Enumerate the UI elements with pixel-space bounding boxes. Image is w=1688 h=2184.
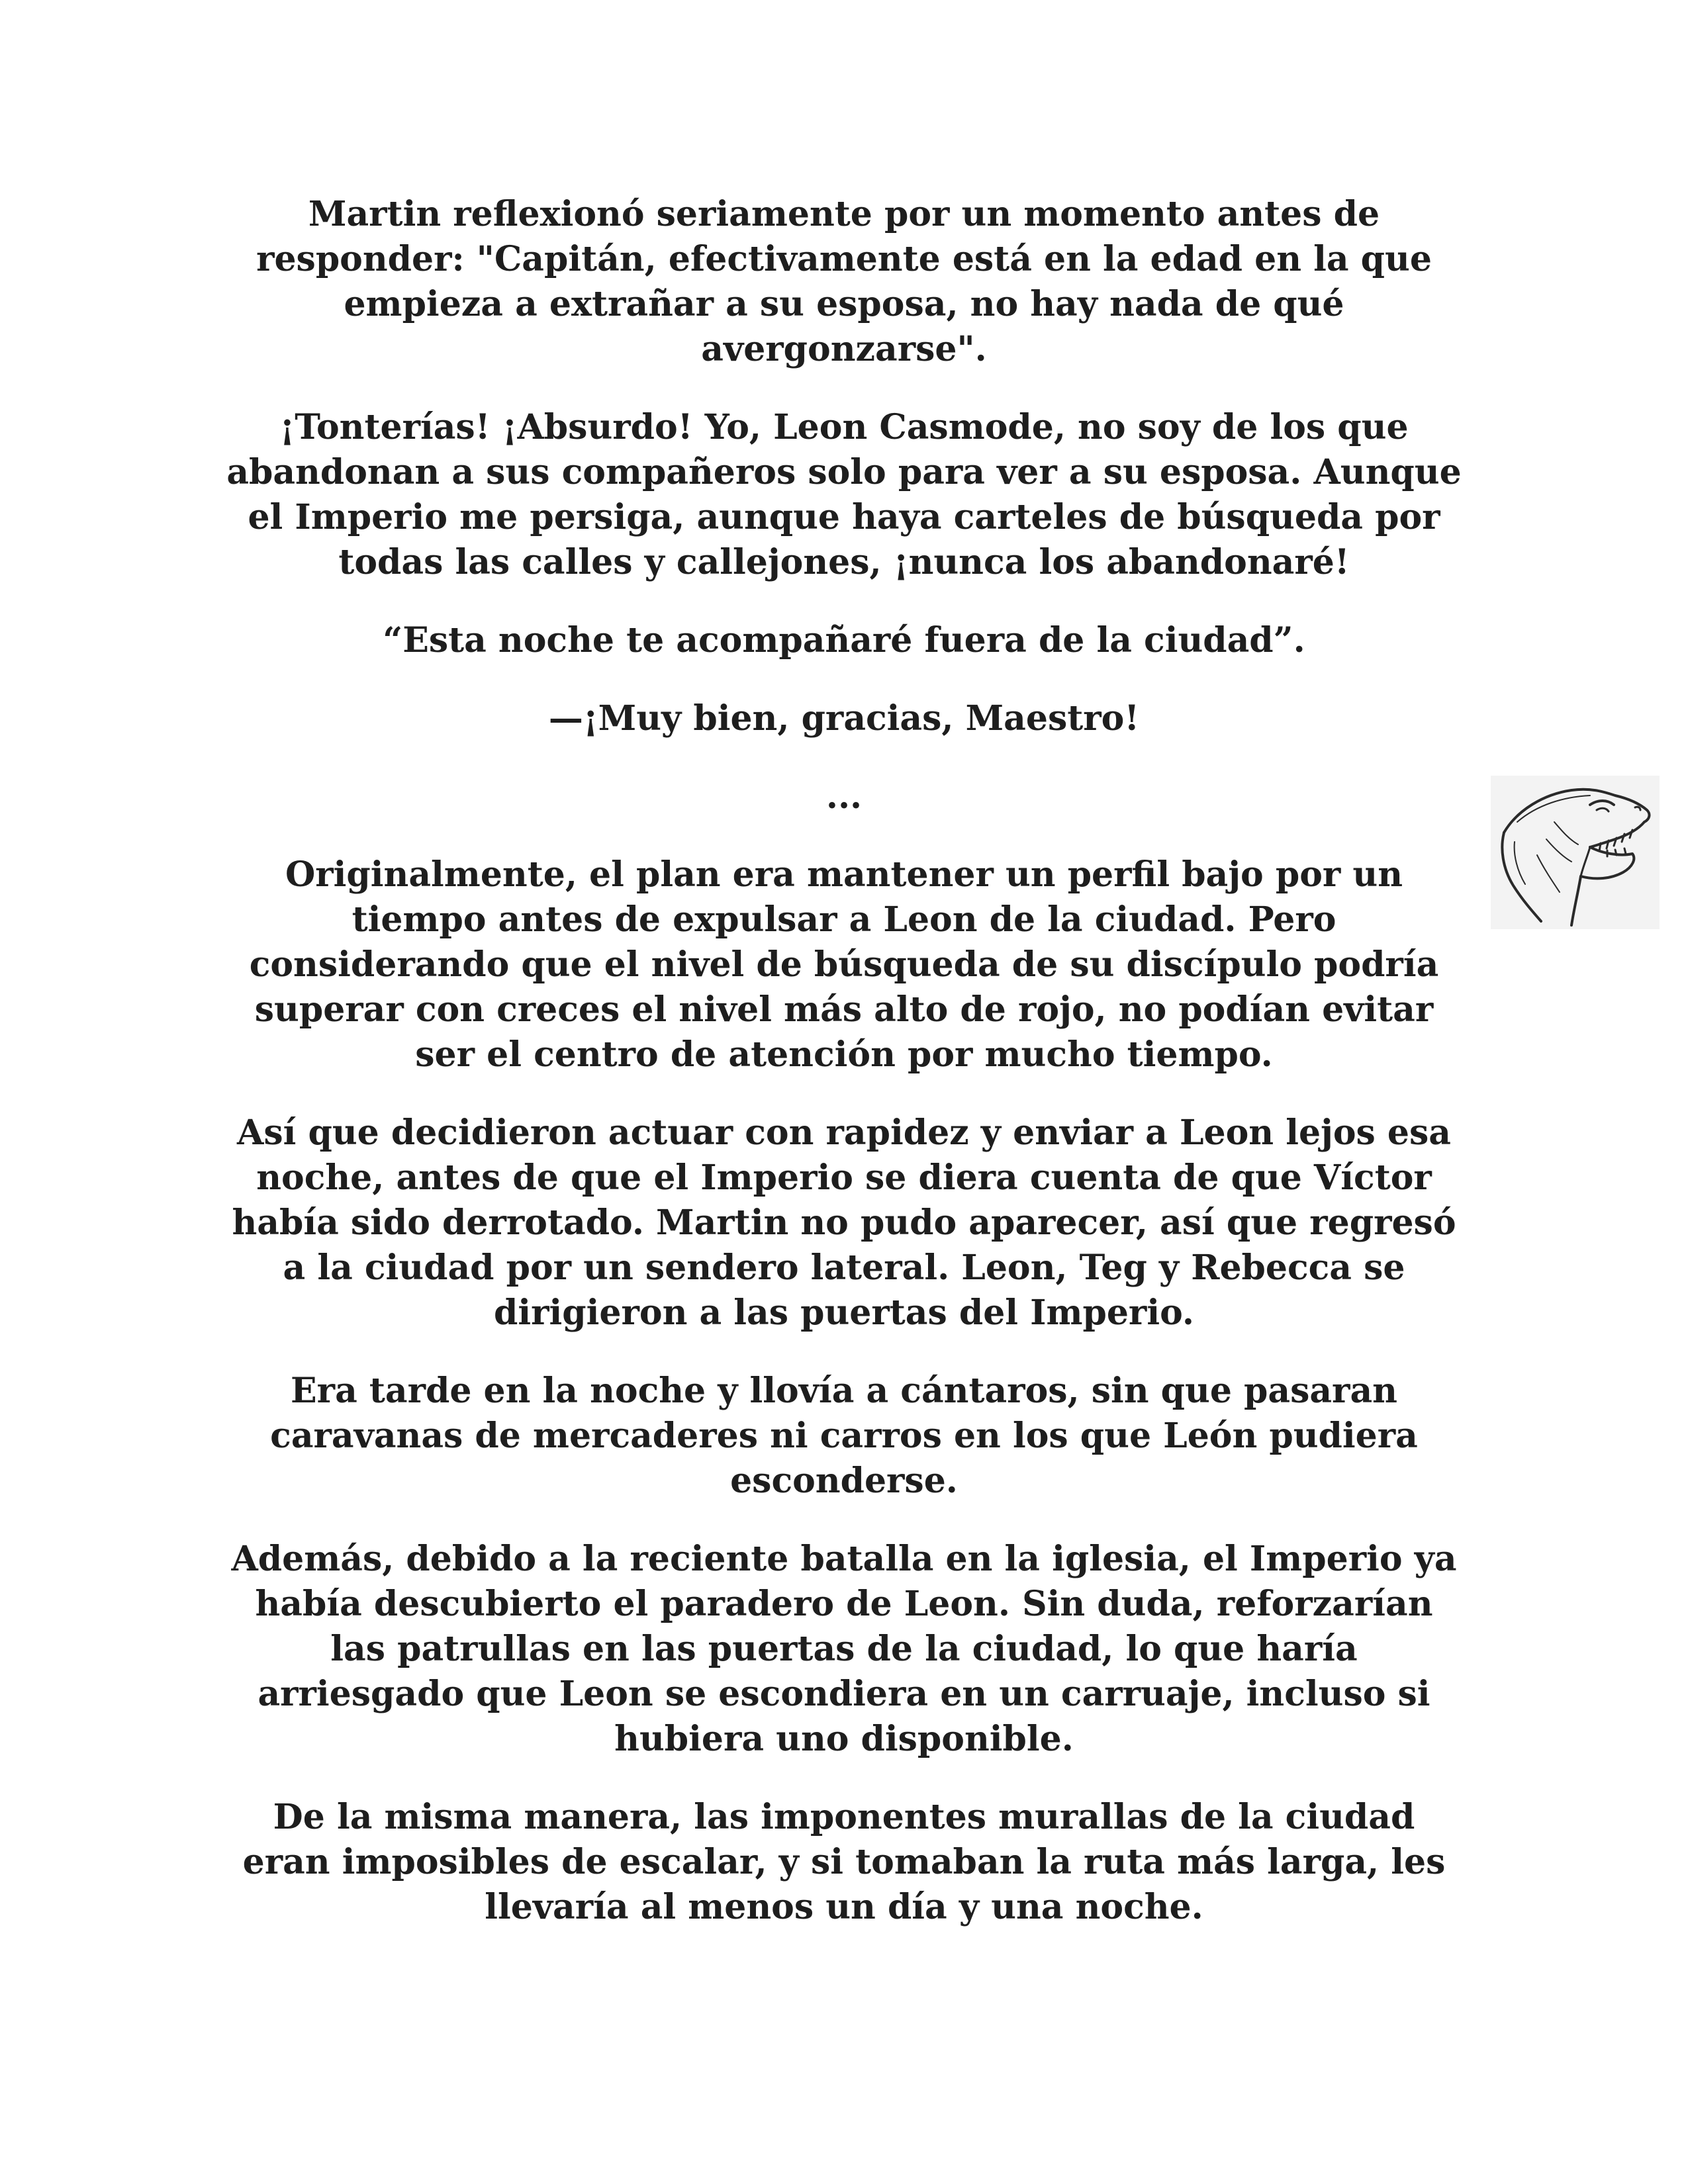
paragraph-city-walls: De la misma manera, las imponentes murallas de la ciudad eran imposibles de escalar, y si tomaban la ruta más larga, les llevaría al menos un día y una noche.	[242, 1797, 1446, 1927]
paragraph-thanks-master: —¡Muy bien, gracias, Maestro!	[548, 698, 1140, 739]
dinosaur-head-sketch-icon	[1491, 776, 1660, 929]
paragraph-martin-reflection: Martin reflexionó seriamente por un momento antes de responder: "Capitán, efectivamente está en la edad en la que empieza a extrañar a su esposa, no hay nada de qué avergonzarse".	[256, 194, 1432, 369]
paragraph-original-plan: Originalmente, el plan era mantener un perfil bajo por un tiempo antes de expulsar a Leon de la ciudad. Pero considerando que el nivel de búsqueda de su discípulo podría superar con creces el nivel más alto de rojo, no podían evitar ser el centro de atención por mucho tiempo.	[249, 854, 1439, 1075]
paragraph-rainy-night: Era tarde en la noche y llovía a cántaros, sin que pasaran caravanas de mercaderes ni carros en los que León pudiera esconderse.	[270, 1371, 1418, 1501]
paragraph-accompany-quote: “Esta noche te acompañaré fuera de la ciudad”.	[383, 620, 1305, 660]
paragraph-decision: Así que decidieron actuar con rapidez y enviar a Leon lejos esa noche, antes de que el Imperio se diera cuenta de que Víctor había sido derrotado. Martin no pudo aparecer, así que regresó a la ciudad por un sendero lateral. Leon, Teg y Rebecca se dirigieron a las puertas del Imperio.	[232, 1113, 1456, 1333]
scene-break: ...	[825, 776, 863, 817]
page-body	[225, 192, 1463, 1963]
paragraph-patrols: Además, debido a la reciente batalla en la iglesia, el Imperio ya había descubierto el paradero de Leon. Sin duda, reforzarían las patrullas en las puertas de la ciudad, lo que haría arriesgado que Leon se escondiera en un carruaje, incluso si hubiera uno disponible.	[231, 1539, 1457, 1759]
paragraph-leon-refusal: ¡Tonterías! ¡Absurdo! Yo, Leon Casmode, no soy de los que abandonan a sus compañeros solo para ver a su esposa. Aunque el Imperio me persiga, aunque haya carteles de búsqueda por todas las calles y callejones, ¡nunca los abandonaré!	[226, 407, 1462, 582]
